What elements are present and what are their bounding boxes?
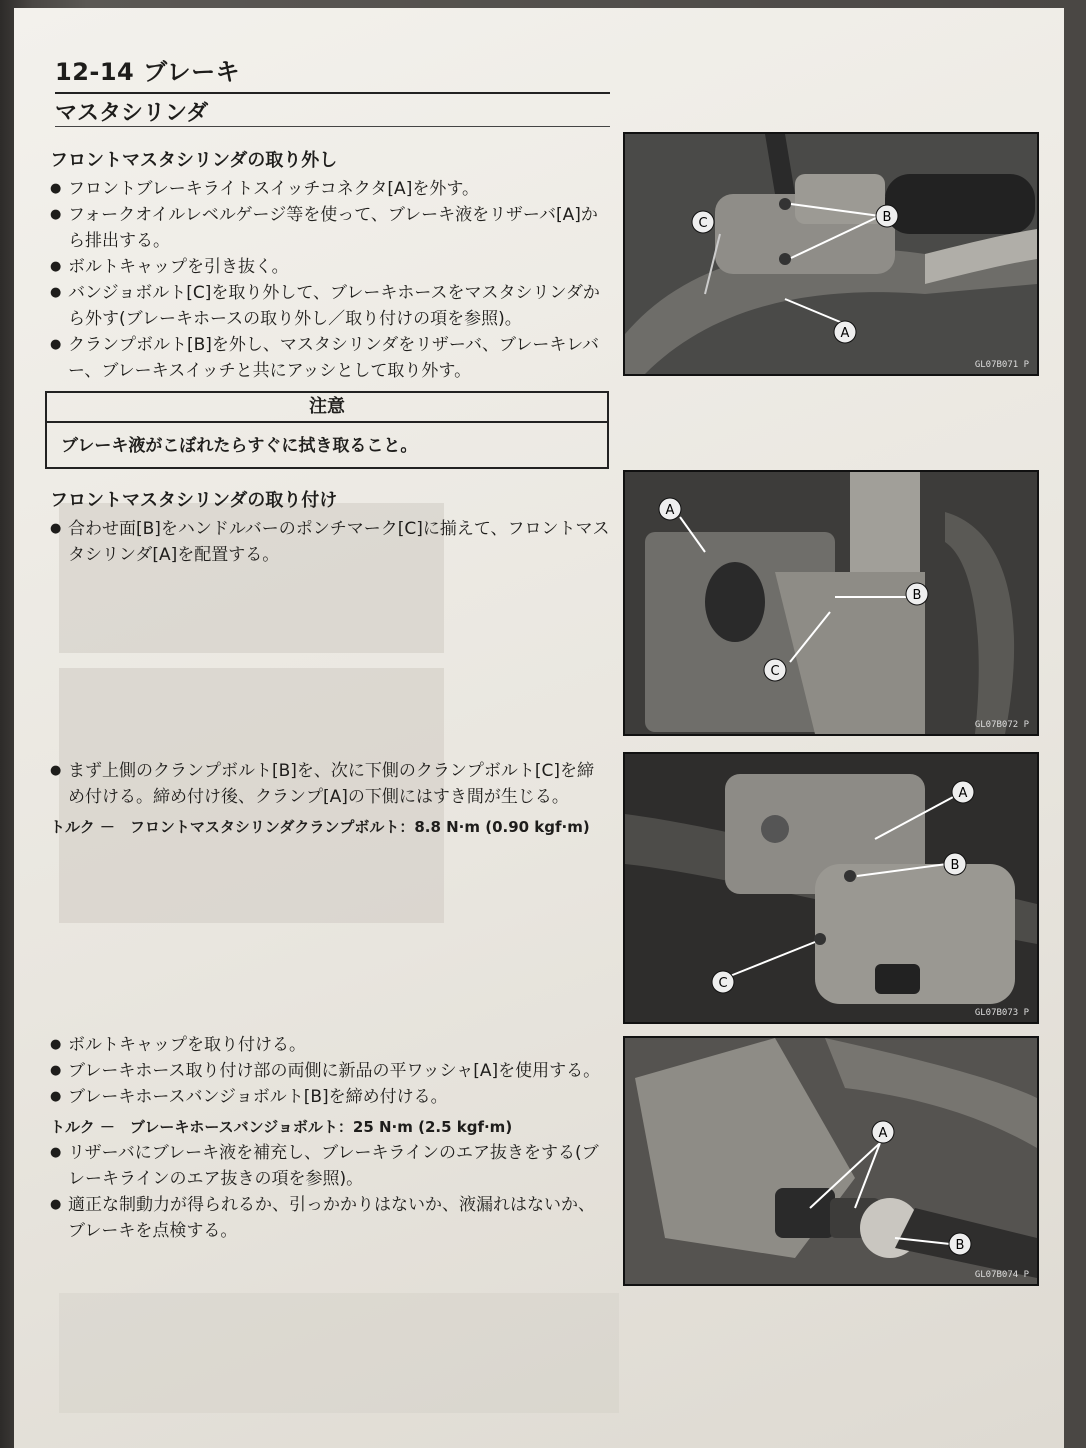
removal-step: ● ボルトキャップを引き抜く。 — [50, 254, 610, 280]
header-rule — [55, 92, 610, 94]
callout-a — [659, 498, 681, 520]
photo-clamp-bolts — [623, 752, 1039, 1024]
svg-text:A: A — [665, 503, 675, 518]
photo-master-cylinder-removal — [623, 132, 1039, 376]
install-step: ● まず上側のクランプボルト[B]を、次に下側のクランプボルト[C]を締め付ける。締め付け後、クランプ[A]の下側にはすき間が生じる。 — [50, 758, 610, 810]
section-title: マスタシリンダ — [55, 101, 209, 126]
svg-text:A: A — [840, 326, 850, 341]
removal-section — [50, 148, 610, 384]
caution-text: ブレーキ液がこぼれたらすぐに拭き取ること。 — [61, 436, 418, 456]
bleed-through-block — [59, 1293, 619, 1413]
caution-box — [45, 391, 609, 469]
callout-c — [764, 659, 786, 681]
install-step: ● 適正な制動力が得られるか、引っかかりはないか、液漏れはないか、ブレーキを点検する。 — [50, 1192, 610, 1244]
svg-text:A: A — [958, 786, 968, 801]
section-rule — [55, 126, 610, 127]
svg-text:B: B — [950, 858, 960, 873]
removal-step: ● フロントブレーキライトスイッチコネクタ[A]を外す。 — [50, 176, 610, 202]
photo-code: GL07B072 P — [974, 720, 1029, 730]
svg-text:C: C — [718, 976, 728, 991]
install-clamp-section — [50, 758, 610, 840]
svg-text:B: B — [912, 588, 922, 603]
install-step: ● ボルトキャップを取り付ける。 — [50, 1032, 610, 1058]
install-step: ● 合わせ面[B]をハンドルバーのポンチマーク[C]に揃えて、フロントマスタシリンダ[A]を配置する。 — [50, 516, 610, 568]
photo-code: GL07B073 P — [974, 1008, 1029, 1018]
install-title: フロントマスタシリンダの取り付け — [50, 490, 338, 511]
callout-a — [952, 781, 974, 803]
torque-spec: トルク － フロントマスタシリンダクランプボルト：8.8 N·m (0.90 kgf·m) — [50, 818, 590, 836]
svg-text:A: A — [878, 1126, 888, 1141]
callout-a — [834, 321, 856, 343]
callout-b — [876, 205, 898, 227]
svg-text:C: C — [770, 664, 780, 679]
torque-spec: トルク － ブレーキホースバンジョボルト：25 N·m (2.5 kgf·m) — [50, 1118, 513, 1136]
page-header — [55, 52, 610, 87]
callout-b — [949, 1233, 971, 1255]
callout-c — [712, 971, 734, 993]
install-step: ● ブレーキホース取り付け部の両側に新品の平ワッシャ[A]を使用する。 — [50, 1058, 610, 1084]
photo-banjo-bolt — [623, 1036, 1039, 1286]
svg-text:C: C — [698, 216, 708, 231]
removal-step: ● クランプボルト[B]を外し、マスタシリンダをリザーバ、ブレーキレバー、ブレーキスイッチと共にアッシとして取り外す。 — [50, 332, 610, 384]
removal-title: フロントマスタシリンダの取り外し — [50, 150, 338, 171]
install-step: ● リザーバにブレーキ液を補充し、ブレーキラインのエア抜きをする(ブレーキラインのエア抜きの項を参照)。 — [50, 1140, 610, 1192]
install-step: ● ブレーキホースバンジョボルト[B]を締め付ける。 — [50, 1084, 610, 1110]
svg-text:B: B — [882, 210, 892, 225]
photo-code: GL07B071 P — [974, 360, 1029, 370]
install-section — [50, 488, 610, 568]
photo-master-cylinder-alignment — [623, 470, 1039, 736]
caution-label: 注意 — [47, 393, 607, 423]
svg-text:B: B — [955, 1238, 965, 1253]
callout-b — [906, 583, 928, 605]
callout-a — [872, 1121, 894, 1143]
install-final-section — [50, 1032, 610, 1244]
removal-step: ● フォークオイルレベルゲージ等を使って、ブレーキ液をリザーバ[A]から排出する。 — [50, 202, 610, 254]
callout-b — [944, 853, 966, 875]
callout-c — [692, 211, 714, 233]
chapter-title: 12-14 ブレーキ — [55, 58, 241, 86]
photo-code: GL07B074 P — [974, 1270, 1029, 1280]
removal-step: ● バンジョボルト[C]を取り外して、ブレーキホースをマスタシリンダから外す(ブレーキホースの取り外し／取り付けの項を参照)。 — [50, 280, 610, 332]
